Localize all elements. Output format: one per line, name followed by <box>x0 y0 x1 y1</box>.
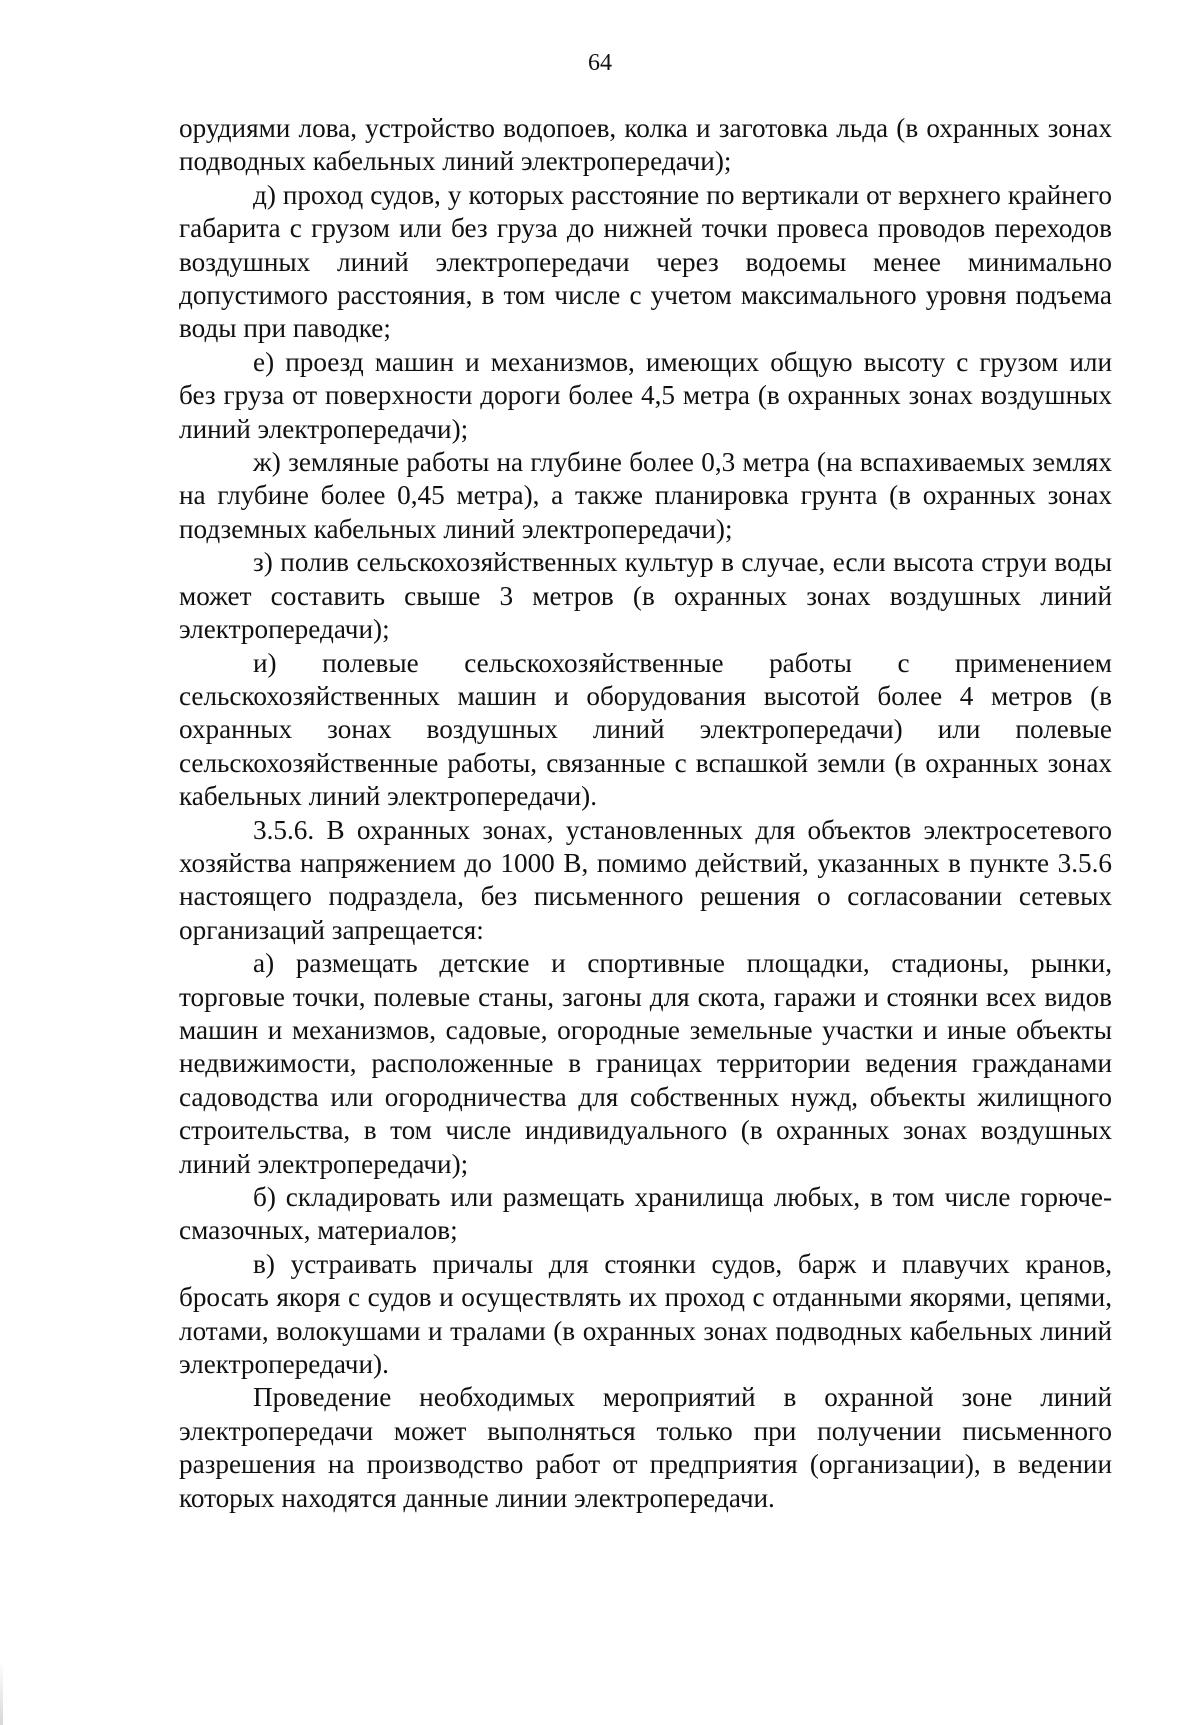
paragraph-item-d: д) проход судов, у которых расстояние по вертикали от верхнего крайнего габарита с грузом или без груза до нижней точки провеса проводов переходов воздушных линий электропередачи через водоемы менее минимально допустимого расстояния, в том числе с учетом максимального уровня подъема воды при паводке; <box>179 179 1112 344</box>
paragraph-item-i: и) полевые сельскохозяйственные работы с применением сельскохозяйственных машин и оборудования высотой более 4 метров (в охранных зонах воздушных линий электропередачи) или полевые сельскохозяйственные работы, связанные с вспашкой земли (в охранных зонах кабельных линий электропередачи). <box>179 647 1112 812</box>
paragraph-conclusion: Проведение необходимых мероприятий в охранной зоне линий электропередачи может выполняться только при получении письменного разрешения на производство работ от предприятия (организации), в ведении которых находятся данные линии электропередачи. <box>179 1382 1112 1513</box>
document-body <box>179 112 1112 1515</box>
paragraph-continuation: орудиями лова, устройство водопоев, колка и заготовка льда (в охранных зонах подводных кабельных линий электропередачи); <box>179 113 1112 177</box>
paragraph-item-b: б) складировать или размещать хранилища любых, в том числе горюче-смазочных, материалов; <box>179 1182 1112 1246</box>
scan-edge-mark <box>0 1660 3 1725</box>
paragraph-item-a: а) размещать детские и спортивные площадки, стадионы, рынки, торговые точки, полевые станы, загоны для скота, гаражи и стоянки всех видов машин и механизмов, садовые, огородные земельные участки и иные объекты недвижимости, расположенные в границах территории ведения гражданами садоводства или огородничества для собственных нужд, объекты жилищного строительства, в том числе индивидуального (в охранных зонах воздушных линий электропередачи); <box>179 948 1112 1179</box>
page-number: 64 <box>588 50 612 76</box>
paragraph-item-v: в) устраивать причалы для стоянки судов, барж и плавучих кранов, бросать якоря с судов и осуществлять их проход с отданными якорями, цепями, лотами, волокушами и тралами (в охранных зонах подводных кабельных линий электропередачи). <box>179 1248 1112 1380</box>
paragraph-section-3-5-6: 3.5.6. В охранных зонах, установленных для объектов электросетевого хозяйства напряжением до 1000 В, помимо действий, указанных в пункте 3.5.6 настоящего подраздела, без письменного решения о согласовании сетевых организаций запрещается: <box>179 814 1112 945</box>
paragraph-item-e: е) проезд машин и механизмов, имеющих общую высоту с грузом или без груза от поверхности дороги более 4,5 метра (в охранных зонах воздушных линий электропередачи); <box>179 346 1112 444</box>
paragraph-item-zh: ж) земляные работы на глубине более 0,3 метра (на вспахиваемых землях на глубине более 0,45 метра), а также планировка грунта (в охранных зонах подземных кабельных линий электропередачи); <box>179 447 1112 544</box>
paragraph-item-z: з) полив сельскохозяйственных культур в случае, если высота струи воды может составить свыше 3 метров (в охранных зонах воздушных линий электропередачи); <box>179 547 1112 645</box>
